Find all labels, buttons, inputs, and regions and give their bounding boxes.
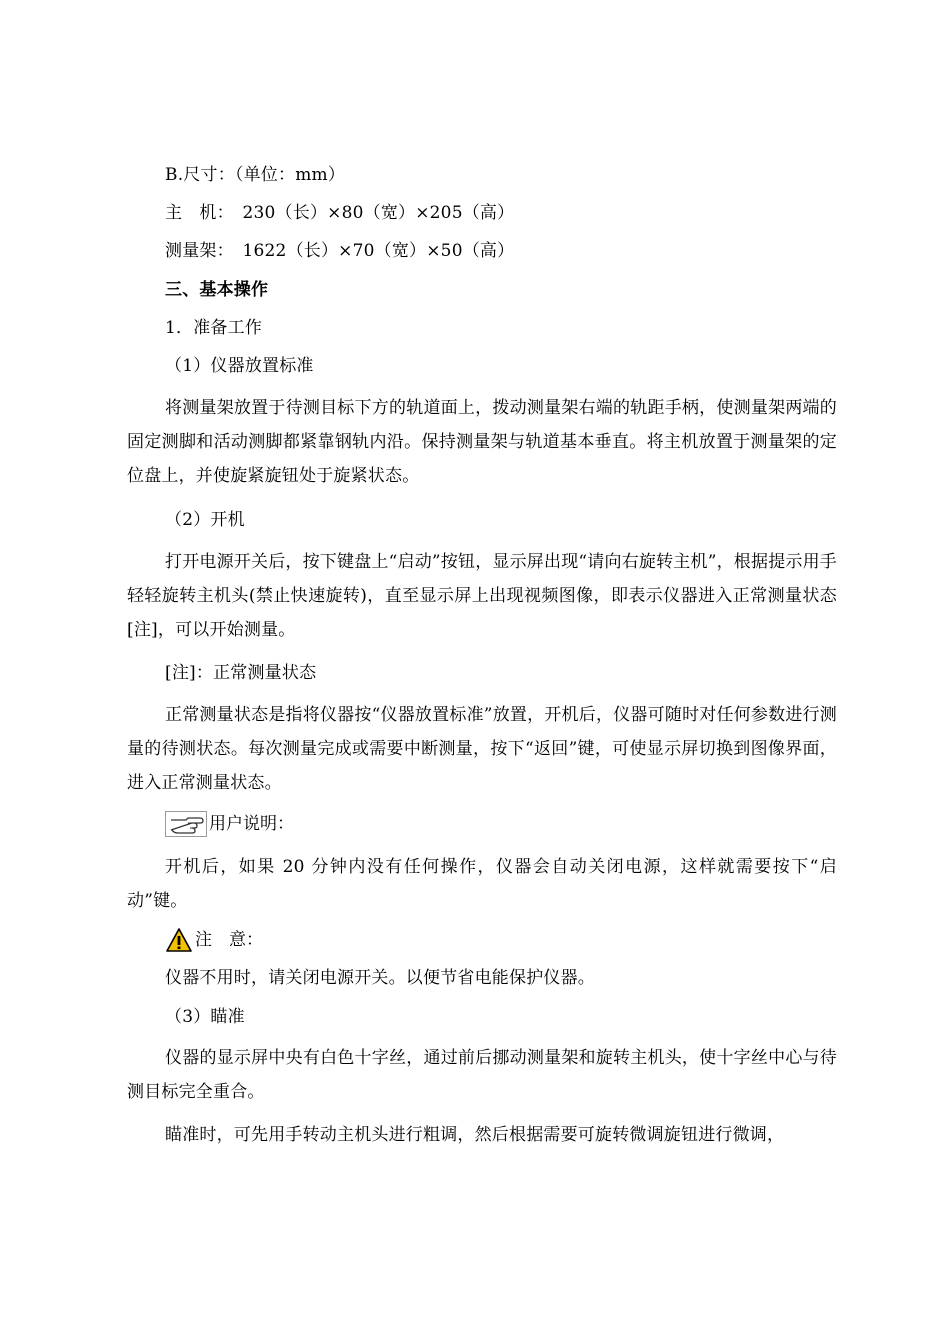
warning-triangle-icon (165, 927, 193, 953)
host-size: 主 机： 230（长）×80（宽）×205（高） (165, 203, 515, 223)
item-power-on: （2）开机 (165, 510, 245, 530)
item-aim: （3）瞄准 (165, 1007, 245, 1027)
section-heading-basic-operation: 三、基本操作 (165, 280, 269, 300)
caution-text: 仪器不用时，请关闭电源开关。以便节省电能保护仪器。 (165, 968, 595, 988)
caution-line (165, 926, 263, 954)
pointing-hand-icon (165, 811, 207, 837)
paragraph-aim: 仪器的显示屏中央有白色十字丝，通过前后挪动测量架和旋转主机头，使十字丝中心与待测目标完全重合。 (127, 1048, 837, 1102)
dimensions-heading: B.尺寸：（单位：mm） (165, 165, 346, 185)
user-note-label: 用户说明： (209, 814, 294, 834)
paragraph-normal-state: 正常测量状态是指将仪器按“仪器放置标准”放置，开机后，仪器可随时对任何参数进行测量的待测状态。每次测量完成或需要中断测量，按下“返回”键，可使显示屏切换到图像界面，进入正常测量状态。 (127, 705, 837, 793)
frame-size: 测量架： 1622（长）×70（宽）×50（高） (165, 241, 515, 261)
paragraph-auto-off: 开机后，如果 20 分钟内没有任何操作，仪器会自动关闭电源，这样就需要按下“启动”键。 (127, 857, 837, 911)
paragraph-placement: 将测量架放置于待测目标下方的轨道面上，拨动测量架右端的轨距手柄，使测量架两端的固定测脚和活动测脚都紧靠钢轨内沿。保持测量架与轨道基本垂直。将主机放置于测量架的定位盘上，并使旋紧旋钮处于旋紧状态。 (127, 398, 837, 486)
paragraph-power-on: 打开电源开关后，按下键盘上“启动”按钮，显示屏出现“请向右旋转主机”，根据提示用手轻轻旋转主机头(禁止快速旋转)，直至显示屏上出现视频图像，即表示仪器进入正常测量状态[注]，可以开始测量。 (127, 552, 837, 640)
note-title: [注]：正常测量状态 (165, 663, 317, 683)
item-placement-standard: （1）仪器放置标准 (165, 356, 314, 376)
subsection-prep-work: 1．准备工作 (165, 318, 263, 338)
paragraph-aim-adjust: 瞄准时，可先用手转动主机头进行粗调，然后根据需要可旋转微调旋钮进行微调， (165, 1125, 785, 1145)
user-note-line (165, 810, 294, 838)
caution-label: 注 意： (195, 930, 263, 950)
